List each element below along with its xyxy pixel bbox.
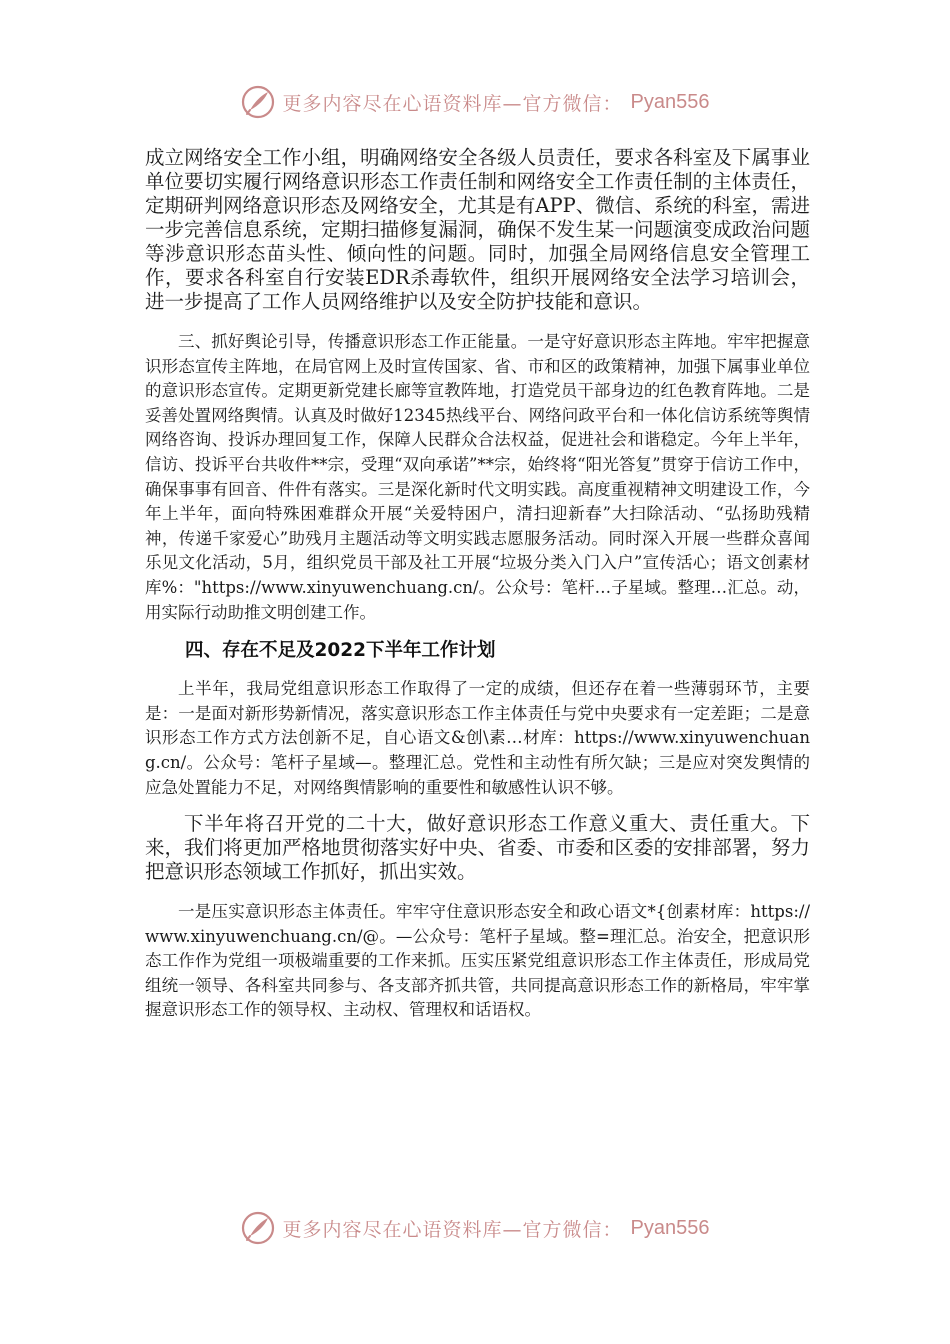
watermark-header [0,82,950,122]
quill-logo-icon [241,85,275,119]
watermark-handle: Pyan556 [630,90,710,113]
watermark-text: 更多内容尽在心语资料库—官方微信： [282,92,623,115]
paragraph-network-security: 成立网络安全工作小组，明确网络安全各级人员责任，要求各科室及下属事业单位要切实履行网络意识形态工作责任制和网络安全工作责任制的主体责任，定期研判网络意识形态及网络安全，尤其是有APP、微信、系统的科室，需进一步完善信息系统，定期扫描修复漏洞，确保不发生某一问题演变成政治问题等涉意识形态苗头性、倾向性的问题。同时，加强全局网络信息安全管理工作，要求各科室自行安装EDR杀毒软件，组织开展网络安全法学习培训会，进一步提高了工作人员网络维护以及安全防护技能和意识。 [145,146,810,313]
paragraph-responsibility: 一是压实意识形态主体责任。牢牢守住意识形态安全和政心语文*{创素材库：https://www.xinyuwenchuang.cn/@。—公众号：笔杆子星域。整=理汇总。治安全，把意识形态工作作为党组一项极端重要的工作来抓。压实压紧党组意识形态工作主体责任，形成局党组统一领导、各科室共同参与、各支部齐抓共管，共同提高意识形态工作的新格局，牢牢掌握意识形态工作的领导权、主动权、管理权和话语权。 [145,902,810,1020]
paragraph-shortcomings: 上半年，我局党组意识形态工作取得了一定的成绩，但还存在着一些薄弱环节，主要是：一是面对新形势新情况，落实意识形态工作主体责任与党中央要求有一定差距；二是意识形态工作方式方法创新不足，自心语文&创\素…材库：https://www.xinyuwenchuang.cn/。公众号：笔杆子星域—。整理汇总。党性和主动性有所欠缺；三是应对突发舆情的应急处置能力不足，对网络舆情影响的重要性和敏感性认识不够。 [145,679,810,797]
paragraph-public-opinion: 三、抓好舆论引导，传播意识形态工作正能量。一是守好意识形态主阵地。牢牢把握意识形态宣传主阵地，在局官网上及时宣传国家、省、市和区的政策精神，加强下属事业单位的意识形态宣传。定期更新党建长廊等宣教阵地，打造党员干部身边的红色教育阵地。二是妥善处置网络舆情。认真及时做好12345热线平台、网络问政平台和一体化信访系统等舆情网络咨询、投诉办理回复工作，保障人民群众合法权益，促进社会和谐稳定。今年上半年，信访、投诉平台共收件**宗，受理“双向承诺”**宗，始终将“阳光答复”贯穿于信访工作中，确保事事有回音、件件有落实。三是深化新时代文明实践。高度重视精神文明建设工作，今年上半年，面向特殊困难群众开展“关爱特困户，清扫迎新春”大扫除活动、“弘扬助残精神，传递千家爱心”助残月主题活动等文明实践志愿服务活动。同时深入开展一些群众喜闻乐见文化活动，5月，组织党员干部及社工开展“垃圾分类入门入户”宣传活心；语文创素材库%："https://www.xinyuwenchuang.cn/。公众号：笔杆…子星域。整理…汇总。动，用实际行动助推文明创建工作。 [145,332,810,622]
quill-logo-icon [241,1211,275,1245]
watermark-handle: Pyan556 [630,1216,710,1239]
paragraph-second-half-plan: 下半年将召开党的二十大，做好意识形态工作意义重大、责任重大。下来，我们将更加严格地贯彻落实好中央、省委、市委和区委的安排部署，努力把意识形态领域工作抓好，抓出实效。 [145,812,810,884]
watermark-text: 更多内容尽在心语资料库—官方微信： [282,1218,623,1241]
section-heading: 四、存在不足及2022下半年工作计划 [185,640,496,662]
watermark-footer [0,1208,950,1248]
document-body [145,146,810,1023]
